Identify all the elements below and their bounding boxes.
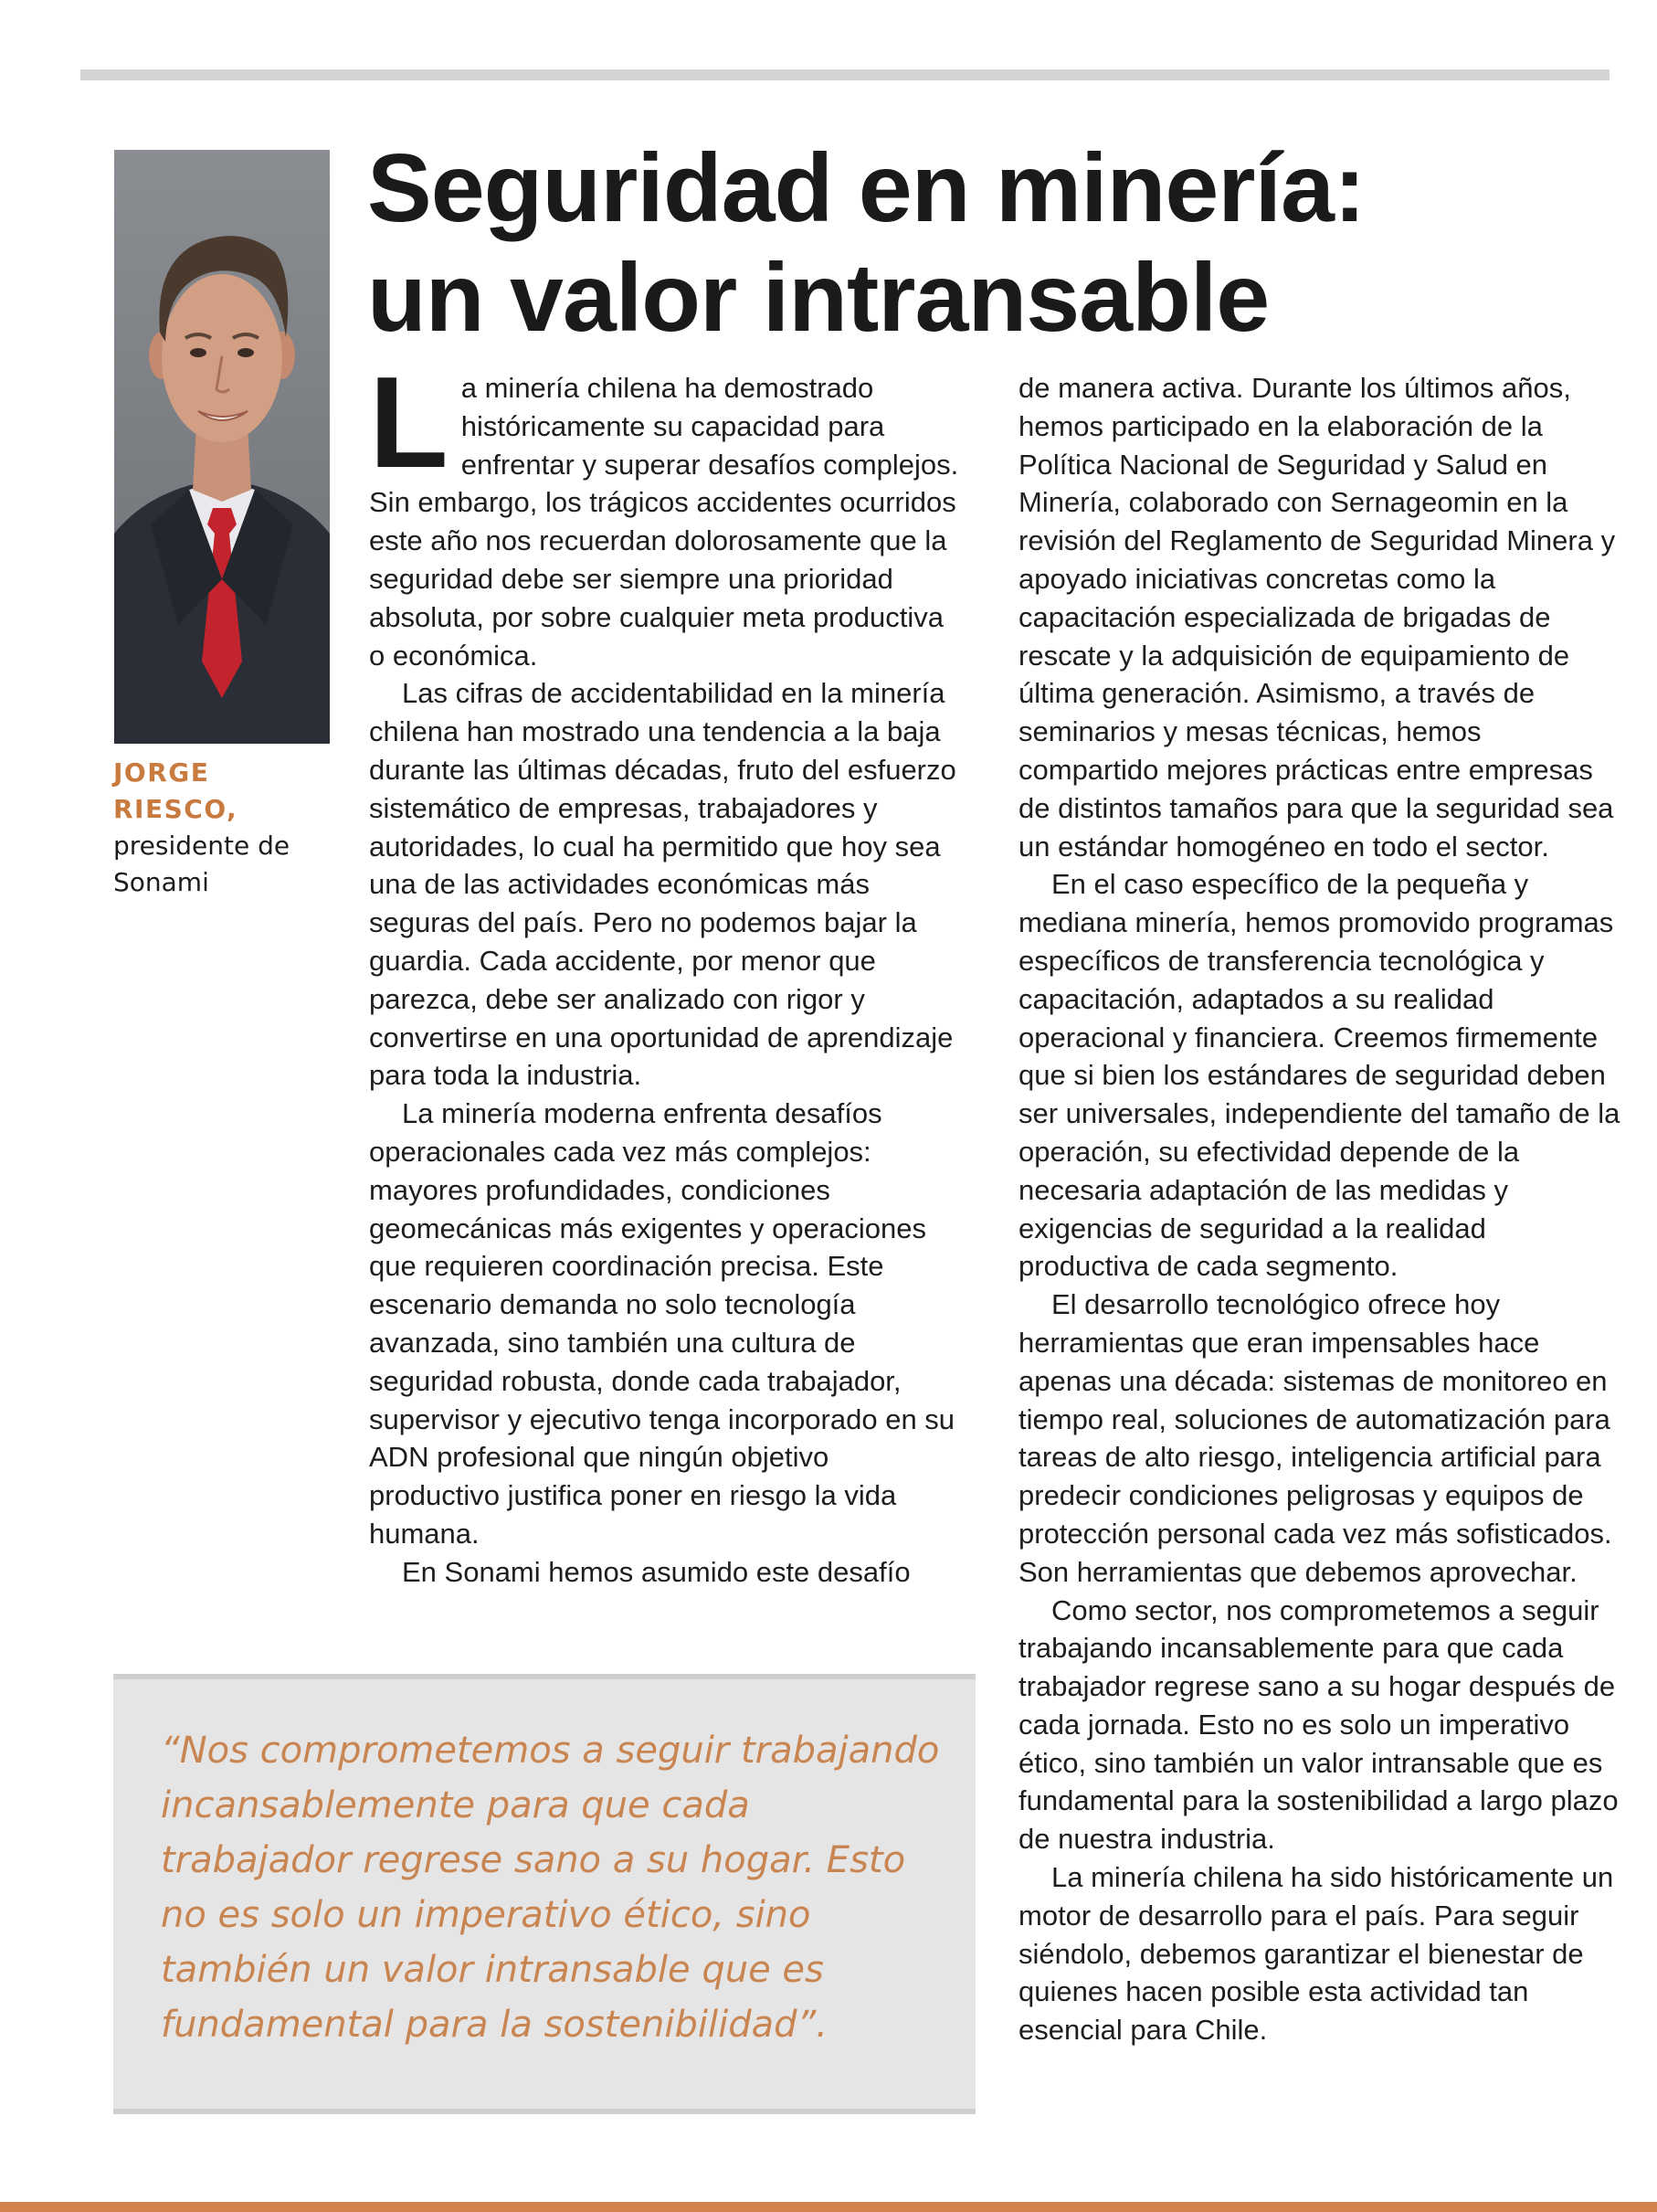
paragraph: La minería chilena ha sido históricamente un motor de desarrollo para el país. Para seguir siéndolo, debemos garantizar el bienestar de quienes hacen posible esta actividad tan esencial para Chile. [1018,1861,1614,2047]
author-photo [114,150,330,744]
article-headline [367,133,1628,353]
pull-quote: “Nos comprometemos a seguir trabajando incansablemente para que cada trabajador regrese sano a su hogar. Esto no es solo un imperativo ético, sino también un valor intransable que es fundamental para la sostenibilidad”. [161,1730,940,2046]
headline-line-2: un valor intransable [367,244,1270,352]
author-byline [113,755,332,901]
headline-line-1: Seguridad en minería: [367,134,1366,242]
article-column-right [1018,369,1623,2049]
author-portrait-image [114,150,330,744]
author-name: JORGE RIESCO, [113,757,238,824]
paragraph-text: a minería chilena ha demostrado históricamente su capacidad para enfrentar y superar desafíos complejos. Sin embargo, los trágicos accidentes ocurridos este año nos recuerdan dolorosamente que la seguridad debe ser siempre una prioridad absoluta, por sobre cualquier meta productiva o económica. [369,372,959,672]
bottom-rule [0,2202,1657,2212]
paragraph: La minería moderna enfrenta desafíos operacionales cada vez más complejos: mayores profundidades, condiciones geomecánicas más exigentes y operaciones que requieren coordinación precisa. Este escenario demanda no solo tecnología avanzada, sino también una cultura de seguridad robusta, donde cada trabajador, supervisor y ejecutivo tenga incorporado en su ADN profesional que ningún objetivo productivo justifica poner en riesgo la vida humana. [369,1097,955,1550]
paragraph: Las cifras de accidentabilidad en la minería chilena han mostrado una tendencia a la baja durante las últimas décadas, fruto del esfuerzo sistemático de empresas, trabajadores y autoridades, lo cual ha permitido que hoy sea una de las actividades económicas más seguras del país. Pero no podemos bajar la guardia. Cada accidente, por menor que parezca, debe ser analizado con rigor y convertirse en una oportunidad de aprendizaje para toda la industria. [369,677,956,1092]
paragraph: En el caso específico de la pequeña y mediana minería, hemos promovido programas específicos de transferencia tecnológica y capacitación, adaptados a su realidad operacional y financiera. Creemos firmemente que si bien los estándares de seguridad deben ser universales, independiente del tamaño de la operación, su efectividad depende de la necesaria adaptación de las medidas y exigencias de seguridad a la realidad productiva de cada segmento. [1018,868,1620,1283]
paragraph: Como sector, nos comprometemos a seguir trabajando incansablemente para que cada trabajador regrese sano a su hogar después de cada jornada. Esto no es solo un imperativo ético, sino también un valor intransable que es fundamental para la sostenibilidad a largo plazo de nuestra industria. [1018,1593,1619,1856]
paragraph: de manera activa. Durante los últimos años, hemos participado en la elaboración de la Política Nacional de Seguridad y Salud en Minería, colaborado con Sernageomin en la revisión del Reglamento de Seguridad Minera y apoyado iniciativas concretas como la capacitación especializada de brigadas de rescate y la adquisición de equipamiento de última generación. Asimismo, a través de seminarios y mesas técnicas, hemos compartido mejores prácticas entre empresas de distintos tamaños para que la seguridad sea un estándar homogéneo en todo el sector. [1018,372,1616,863]
paragraph: En Sonami hemos asumido este desafío [402,1555,911,1588]
paragraph: El desarrollo tecnológico ofrece hoy herramientas que eran impensables hace apenas una década: sistemas de monitoreo en tiempo real, soluciones de automatización para tareas de alto riesgo, inteligencia artificial para predecir condiciones peligrosas y equipos de protección personal cada vez más sofisticados. Son herramientas que debemos aprovechar. [1018,1288,1612,1588]
author-role: presidente de Sonami [113,831,290,897]
article-column-left [369,350,961,1592]
pull-quote-box [113,1674,976,2114]
top-rule [80,69,1610,80]
drop-cap: L [369,350,449,495]
paragraph [369,350,961,674]
